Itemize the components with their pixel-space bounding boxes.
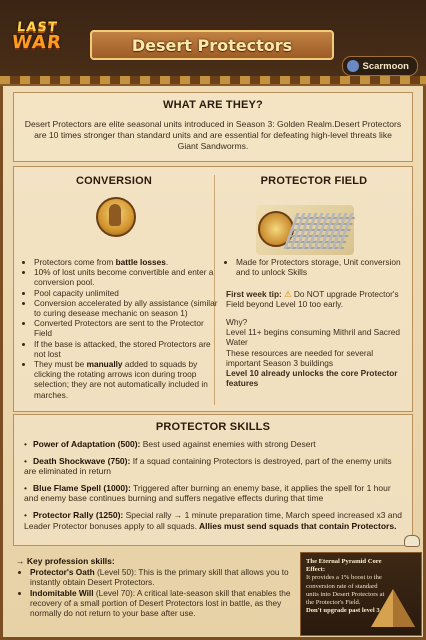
pyramid-title: The Eternal Pyramid Core Effect: — [306, 558, 382, 574]
conversion-item: • Protectors come from battle losses. — [34, 257, 220, 267]
warning-icon: ⚠ — [284, 289, 292, 299]
skill-item: • Protector Rally (1250): Special rally → 1 minute preparation time, March speed increased x3 and Leader Protector bonuses apply to all squads. Allies must send squads that contain Protectors. — [24, 509, 402, 531]
skill-item: • Blue Flame Spell (1000): Triggered after burning an enemy base, it applies the spell for 1 hour and enemy base continues burning and suffers negative effects during that time — [24, 482, 391, 504]
conversion-item: • 10% of lost units become convertible and enter a conversion pool. — [34, 267, 220, 287]
conversion-item: • Converted Protectors are sent to the Protector Field — [34, 318, 220, 338]
logo-line2: WAR — [10, 31, 64, 53]
field-heading: PROTECTOR FIELD — [260, 175, 368, 187]
pyramid-callout — [300, 552, 422, 636]
profession-block — [16, 556, 296, 618]
header-pattern — [0, 76, 426, 84]
pyramid-shade — [393, 589, 415, 627]
field-fence — [283, 213, 356, 249]
protector-field-illustration — [256, 205, 354, 255]
profession-heading: → Key profession skills: — [16, 556, 115, 566]
conversion-list — [22, 257, 220, 400]
conversion-item: • Pool capacity unlimited — [34, 288, 220, 298]
field-why: Why? Level 11+ begins consuming Mithril and Sacred Water These resources are needed for several important Season 3 buildings Level 10 already unlocks the core Protector features — [226, 317, 400, 389]
skills-panel — [13, 414, 413, 546]
field-item: • Made for Protectors storage, Unit conversion and to unlock Skills — [236, 257, 412, 277]
author-badge — [342, 56, 418, 76]
skull-icon — [404, 535, 420, 547]
what-text: Desert Protectors are elite seasonal units introduced in Season 3: Golden Realm.Desert Protectors are 10 times stronger than standard units and are essential for defeating high-level threats like Giant Sandworms. — [24, 119, 402, 152]
conversion-field-panel — [13, 166, 413, 412]
skill-item: • Power of Adaptation (500): Best used against enemies with strong Desert — [24, 439, 316, 449]
field-tip: First week tip: ⚠ Do NOT upgrade Protector's Field beyond Level 10 too early. — [226, 289, 399, 310]
logo-line1: LAST — [15, 19, 59, 35]
skills-heading: PROTECTOR SKILLS — [155, 421, 271, 433]
conversion-item: • Conversion accelerated by ally assistance (similar to curing desease mechanic on season 1) — [34, 298, 220, 318]
game-logo — [8, 14, 66, 58]
page-title: Desert Protectors — [131, 35, 293, 55]
header-bar — [0, 0, 426, 86]
tip-label: First week tip: — [226, 289, 282, 299]
profession-item: • Protector's Oath (Level 50): This is the primary skill that allows you to instantly obtain Desert Protectors. — [30, 567, 296, 587]
profession-list — [16, 567, 296, 618]
skill-item: • Death Shockwave (750): If a squad containing Protectors is destroyed, part of the enemy units are eliminated in return — [24, 455, 392, 477]
skills-list — [14, 433, 412, 531]
conversion-emblem-icon — [96, 197, 136, 237]
title-banner — [90, 30, 334, 60]
conversion-item: • They must be manually added to squads by clicking the rotating arrows icon during troop selection; they are not automatically included in marches. — [34, 359, 220, 400]
what-heading: WHAT ARE THEY? — [163, 99, 263, 111]
pyramid-text: It provides a 1% boost to the conversion rate of standard units into Desert Protectors at the Protector's Field. — [306, 574, 385, 607]
conversion-item: • If the base is attacked, the stored Protectors are not lost — [34, 339, 220, 359]
pyramid-warning: Don't upgrade past level 3 — [306, 607, 380, 615]
what-panel — [13, 92, 413, 162]
profession-item: • Indomitable Will (Level 70): A critical late-season skill that enables the recovery of a small portion of Desert Protectors lost in battle, as they normally do not return to your base after use. — [30, 588, 296, 619]
author-name: Scarmoon — [362, 60, 409, 72]
conversion-heading: CONVERSION — [76, 175, 152, 187]
field-list — [224, 257, 412, 277]
author-avatar-icon — [347, 60, 359, 72]
